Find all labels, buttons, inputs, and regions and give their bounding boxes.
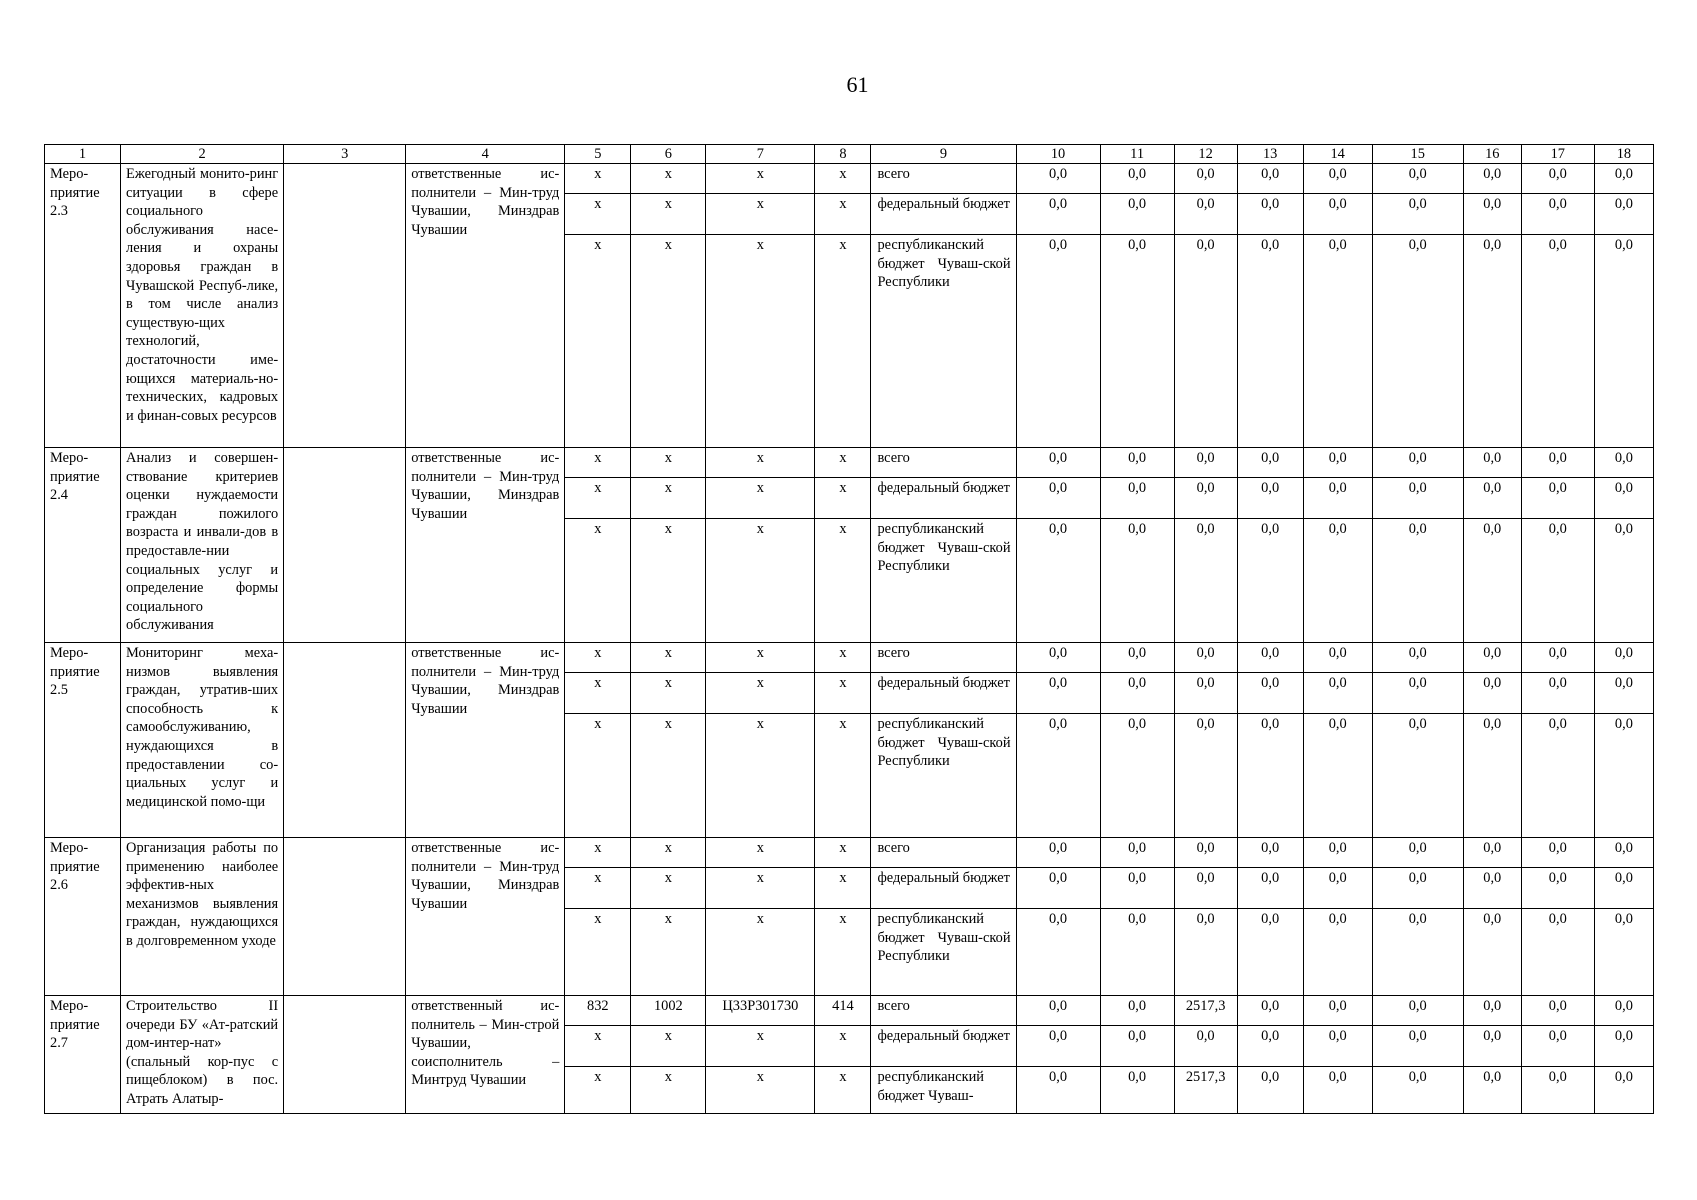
funding-value-13: 0,0 [1237, 1067, 1303, 1114]
table-row [45, 164, 1654, 194]
table-row [45, 996, 1654, 1026]
funding-value-11: 0,0 [1100, 909, 1174, 996]
budget-code-expense-type: x [815, 1026, 871, 1067]
funding-value-16: 0,0 [1463, 448, 1521, 478]
column-number: 10 [1016, 145, 1100, 164]
funding-value-16: 0,0 [1463, 1026, 1521, 1067]
funding-value-14: 0,0 [1303, 1026, 1372, 1067]
activity-name: Ежегодный монито-ринг ситуации в сфере социального обслуживания насе-ления и охраны здоровья граждан в Чувашской Респуб-лике, в том числе анализ существую-щих технологий, достаточности име-ющихся материаль-но-технических, кадровых и финан-совых ресурсов [121, 164, 284, 448]
funding-value-17: 0,0 [1521, 996, 1594, 1026]
funding-value-12: 0,0 [1174, 519, 1237, 643]
funding-value-11: 0,0 [1100, 235, 1174, 448]
funding-value-10: 0,0 [1016, 996, 1100, 1026]
funding-value-18: 0,0 [1594, 519, 1653, 643]
funding-value-16: 0,0 [1463, 909, 1521, 996]
funding-value-13: 0,0 [1237, 194, 1303, 235]
funding-value-15: 0,0 [1372, 478, 1463, 519]
funding-value-14: 0,0 [1303, 673, 1372, 714]
funding-value-12: 0,0 [1174, 448, 1237, 478]
funding-value-18: 0,0 [1594, 909, 1653, 996]
column-number: 9 [871, 145, 1016, 164]
table-row [45, 643, 1654, 673]
funding-value-10: 0,0 [1016, 868, 1100, 909]
funding-source: федеральный бюджет [871, 1026, 1016, 1067]
funding-value-14: 0,0 [1303, 194, 1372, 235]
funding-value-17: 0,0 [1521, 235, 1594, 448]
funding-value-14: 0,0 [1303, 714, 1372, 838]
budget-code-grbs: x [565, 1026, 631, 1067]
budget-code-target: x [706, 448, 815, 478]
funding-value-15: 0,0 [1372, 519, 1463, 643]
page-number: 61 [846, 72, 869, 97]
budget-code-target: x [706, 519, 815, 643]
responsible-executors: ответственные ис-полнители – Мин-труд Чувашии, Минздрав Чувашии [406, 838, 565, 996]
funding-value-16: 0,0 [1463, 478, 1521, 519]
column-number: 7 [706, 145, 815, 164]
funding-value-18: 0,0 [1594, 673, 1653, 714]
funding-value-16: 0,0 [1463, 643, 1521, 673]
funding-value-15: 0,0 [1372, 194, 1463, 235]
budget-code-grbs: x [565, 1067, 631, 1114]
budget-code-section: x [631, 714, 706, 838]
funding-value-13: 0,0 [1237, 996, 1303, 1026]
budget-code-grbs: x [565, 478, 631, 519]
column-number: 18 [1594, 145, 1653, 164]
budget-code-section: x [631, 194, 706, 235]
budget-code-section: x [631, 868, 706, 909]
budget-code-expense-type: x [815, 714, 871, 838]
funding-value-12: 0,0 [1174, 235, 1237, 448]
funding-value-12: 0,0 [1174, 164, 1237, 194]
column-number: 3 [284, 145, 406, 164]
budget-code-expense-type: x [815, 673, 871, 714]
funding-value-10: 0,0 [1016, 1067, 1100, 1114]
funding-value-15: 0,0 [1372, 1026, 1463, 1067]
funding-value-16: 0,0 [1463, 673, 1521, 714]
budget-code-target: x [706, 714, 815, 838]
budget-code-grbs: x [565, 194, 631, 235]
funding-value-17: 0,0 [1521, 194, 1594, 235]
budget-code-expense-type: x [815, 235, 871, 448]
funding-value-14: 0,0 [1303, 519, 1372, 643]
budget-code-target: Ц33Р301730 [706, 996, 815, 1026]
funding-value-15: 0,0 [1372, 996, 1463, 1026]
column-number: 17 [1521, 145, 1594, 164]
funding-value-12: 0,0 [1174, 673, 1237, 714]
column-number: 6 [631, 145, 706, 164]
funding-value-16: 0,0 [1463, 1067, 1521, 1114]
funding-value-14: 0,0 [1303, 164, 1372, 194]
funding-value-11: 0,0 [1100, 519, 1174, 643]
funding-value-11: 0,0 [1100, 194, 1174, 235]
funding-value-18: 0,0 [1594, 838, 1653, 868]
funding-source: республиканский бюджет Чуваш-ской Республики [871, 235, 1016, 448]
funding-value-10: 0,0 [1016, 194, 1100, 235]
funding-value-16: 0,0 [1463, 235, 1521, 448]
budget-code-expense-type: x [815, 478, 871, 519]
funding-source: республиканский бюджет Чуваш-ской Республики [871, 909, 1016, 996]
funding-value-15: 0,0 [1372, 643, 1463, 673]
responsible-executors: ответственные ис-полнители – Мин-труд Чувашии, Минздрав Чувашии [406, 164, 565, 448]
funding-value-10: 0,0 [1016, 235, 1100, 448]
funding-value-12: 0,0 [1174, 194, 1237, 235]
table-row [45, 448, 1654, 478]
funding-value-16: 0,0 [1463, 519, 1521, 643]
activity-number: Меро-приятие 2.4 [45, 448, 121, 643]
table-body [45, 164, 1654, 1114]
funding-value-15: 0,0 [1372, 673, 1463, 714]
funding-value-12: 0,0 [1174, 1026, 1237, 1067]
funding-value-17: 0,0 [1521, 714, 1594, 838]
column-number: 15 [1372, 145, 1463, 164]
budget-code-section: x [631, 235, 706, 448]
funding-value-11: 0,0 [1100, 868, 1174, 909]
budget-code-expense-type: 414 [815, 996, 871, 1026]
column-number: 12 [1174, 145, 1237, 164]
funding-source: республиканский бюджет Чуваш-ской Республики [871, 519, 1016, 643]
funding-value-12: 0,0 [1174, 868, 1237, 909]
budget-code-target: x [706, 194, 815, 235]
budget-code-section: 1002 [631, 996, 706, 1026]
responsible-executors: ответственный ис-полнитель – Мин-строй Чувашии, соисполнитель – Минтруд Чувашии [406, 996, 565, 1114]
funding-value-13: 0,0 [1237, 909, 1303, 996]
funding-value-10: 0,0 [1016, 643, 1100, 673]
budget-code-expense-type: x [815, 448, 871, 478]
budget-code-grbs: x [565, 235, 631, 448]
budget-code-grbs: x [565, 673, 631, 714]
funding-value-11: 0,0 [1100, 643, 1174, 673]
budget-code-section: x [631, 1067, 706, 1114]
table-row [45, 838, 1654, 868]
activity-column-3 [284, 996, 406, 1114]
budget-code-section: x [631, 909, 706, 996]
funding-value-18: 0,0 [1594, 1026, 1653, 1067]
funding-value-13: 0,0 [1237, 478, 1303, 519]
activity-number: Меро-приятие 2.6 [45, 838, 121, 996]
funding-value-16: 0,0 [1463, 714, 1521, 838]
budget-code-grbs: x [565, 643, 631, 673]
funding-source: всего [871, 164, 1016, 194]
budget-code-target: x [706, 1026, 815, 1067]
funding-value-17: 0,0 [1521, 643, 1594, 673]
funding-value-12: 0,0 [1174, 643, 1237, 673]
funding-value-10: 0,0 [1016, 519, 1100, 643]
budget-code-section: x [631, 519, 706, 643]
funding-value-17: 0,0 [1521, 868, 1594, 909]
budget-code-grbs: x [565, 164, 631, 194]
funding-value-13: 0,0 [1237, 643, 1303, 673]
funding-source: всего [871, 838, 1016, 868]
column-number: 4 [406, 145, 565, 164]
budget-code-target: x [706, 838, 815, 868]
budget-code-grbs: x [565, 714, 631, 838]
funding-value-15: 0,0 [1372, 838, 1463, 868]
funding-value-10: 0,0 [1016, 164, 1100, 194]
funding-value-14: 0,0 [1303, 643, 1372, 673]
funding-value-11: 0,0 [1100, 1026, 1174, 1067]
activity-name: Анализ и совершен-ствование критериев оценки нуждаемости граждан пожилого возраста и инвали-дов в предоставле-нии социальных услуг и определение формы социального обслуживания [121, 448, 284, 643]
funding-value-17: 0,0 [1521, 519, 1594, 643]
budget-code-section: x [631, 478, 706, 519]
activity-name: Строительство II очереди БУ «Ат-ратский дом-интер-нат» (спальный кор-пус с пищеблоком) в пос. Атрать Алатыр- [121, 996, 284, 1114]
funding-value-13: 0,0 [1237, 519, 1303, 643]
funding-value-17: 0,0 [1521, 448, 1594, 478]
funding-value-18: 0,0 [1594, 235, 1653, 448]
responsible-executors: ответственные ис-полнители – Мин-труд Чувашии, Минздрав Чувашии [406, 448, 565, 643]
funding-value-17: 0,0 [1521, 1067, 1594, 1114]
program-table [44, 144, 1654, 1114]
budget-code-expense-type: x [815, 838, 871, 868]
funding-value-10: 0,0 [1016, 478, 1100, 519]
funding-value-10: 0,0 [1016, 838, 1100, 868]
funding-value-16: 0,0 [1463, 164, 1521, 194]
funding-value-13: 0,0 [1237, 838, 1303, 868]
activity-column-3 [284, 164, 406, 448]
funding-value-14: 0,0 [1303, 1067, 1372, 1114]
funding-value-15: 0,0 [1372, 1067, 1463, 1114]
funding-source: федеральный бюджет [871, 194, 1016, 235]
column-number: 14 [1303, 145, 1372, 164]
budget-code-grbs: x [565, 838, 631, 868]
budget-code-section: x [631, 643, 706, 673]
funding-value-15: 0,0 [1372, 714, 1463, 838]
budget-code-target: x [706, 478, 815, 519]
funding-value-14: 0,0 [1303, 235, 1372, 448]
funding-value-11: 0,0 [1100, 164, 1174, 194]
budget-code-target: x [706, 164, 815, 194]
budget-code-expense-type: x [815, 643, 871, 673]
budget-code-grbs: x [565, 519, 631, 643]
funding-value-18: 0,0 [1594, 194, 1653, 235]
funding-value-14: 0,0 [1303, 909, 1372, 996]
budget-code-target: x [706, 1067, 815, 1114]
funding-value-12: 2517,3 [1174, 996, 1237, 1026]
funding-value-11: 0,0 [1100, 478, 1174, 519]
budget-code-section: x [631, 673, 706, 714]
column-number: 11 [1100, 145, 1174, 164]
budget-code-expense-type: x [815, 868, 871, 909]
funding-value-18: 0,0 [1594, 448, 1653, 478]
column-number: 1 [45, 145, 121, 164]
funding-value-17: 0,0 [1521, 909, 1594, 996]
funding-value-17: 0,0 [1521, 1026, 1594, 1067]
funding-value-18: 0,0 [1594, 164, 1653, 194]
funding-value-10: 0,0 [1016, 909, 1100, 996]
funding-source: всего [871, 996, 1016, 1026]
funding-value-18: 0,0 [1594, 996, 1653, 1026]
funding-value-14: 0,0 [1303, 478, 1372, 519]
funding-value-15: 0,0 [1372, 909, 1463, 996]
funding-value-16: 0,0 [1463, 194, 1521, 235]
activity-number: Меро-приятие 2.5 [45, 643, 121, 838]
funding-value-18: 0,0 [1594, 1067, 1653, 1114]
funding-value-11: 0,0 [1100, 838, 1174, 868]
funding-source: федеральный бюджет [871, 673, 1016, 714]
funding-value-14: 0,0 [1303, 996, 1372, 1026]
funding-value-12: 2517,3 [1174, 1067, 1237, 1114]
column-number: 13 [1237, 145, 1303, 164]
funding-value-13: 0,0 [1237, 448, 1303, 478]
budget-code-section: x [631, 448, 706, 478]
budget-code-expense-type: x [815, 519, 871, 643]
funding-value-10: 0,0 [1016, 673, 1100, 714]
funding-value-11: 0,0 [1100, 1067, 1174, 1114]
funding-value-10: 0,0 [1016, 1026, 1100, 1067]
column-number: 8 [815, 145, 871, 164]
funding-value-14: 0,0 [1303, 838, 1372, 868]
funding-value-10: 0,0 [1016, 448, 1100, 478]
funding-value-12: 0,0 [1174, 909, 1237, 996]
activity-column-3 [284, 838, 406, 996]
funding-value-10: 0,0 [1016, 714, 1100, 838]
budget-code-target: x [706, 673, 815, 714]
funding-source: федеральный бюджет [871, 868, 1016, 909]
budget-code-target: x [706, 235, 815, 448]
activity-column-3 [284, 448, 406, 643]
funding-value-15: 0,0 [1372, 164, 1463, 194]
funding-value-12: 0,0 [1174, 838, 1237, 868]
activity-column-3 [284, 643, 406, 838]
budget-code-grbs: x [565, 909, 631, 996]
funding-value-15: 0,0 [1372, 235, 1463, 448]
funding-value-14: 0,0 [1303, 448, 1372, 478]
budget-code-section: x [631, 164, 706, 194]
budget-code-section: x [631, 838, 706, 868]
budget-code-target: x [706, 868, 815, 909]
funding-value-13: 0,0 [1237, 868, 1303, 909]
funding-value-18: 0,0 [1594, 478, 1653, 519]
budget-code-expense-type: x [815, 1067, 871, 1114]
funding-value-12: 0,0 [1174, 478, 1237, 519]
funding-source: республиканский бюджет Чуваш-ской Республики [871, 714, 1016, 838]
funding-value-13: 0,0 [1237, 235, 1303, 448]
activity-name: Организация работы по применению наиболее эффектив-ных механизмов выявления граждан, нуждающихся в долговременном уходе [121, 838, 284, 996]
funding-value-17: 0,0 [1521, 478, 1594, 519]
column-number-row [45, 145, 1654, 164]
budget-code-section: x [631, 1026, 706, 1067]
activity-number: Меро-приятие 2.3 [45, 164, 121, 448]
budget-code-grbs: x [565, 868, 631, 909]
funding-value-13: 0,0 [1237, 1026, 1303, 1067]
activity-number: Меро-приятие 2.7 [45, 996, 121, 1114]
budget-code-grbs: 832 [565, 996, 631, 1026]
funding-value-17: 0,0 [1521, 164, 1594, 194]
funding-value-11: 0,0 [1100, 714, 1174, 838]
funding-value-16: 0,0 [1463, 868, 1521, 909]
budget-code-target: x [706, 643, 815, 673]
budget-code-expense-type: x [815, 909, 871, 996]
funding-source: республиканский бюджет Чуваш- [871, 1067, 1016, 1114]
funding-value-17: 0,0 [1521, 838, 1594, 868]
funding-value-12: 0,0 [1174, 714, 1237, 838]
funding-value-18: 0,0 [1594, 643, 1653, 673]
funding-value-16: 0,0 [1463, 838, 1521, 868]
budget-code-expense-type: x [815, 164, 871, 194]
budget-code-expense-type: x [815, 194, 871, 235]
funding-value-15: 0,0 [1372, 868, 1463, 909]
responsible-executors: ответственные ис-полнители – Мин-труд Чувашии, Минздрав Чувашии [406, 643, 565, 838]
column-number: 5 [565, 145, 631, 164]
budget-code-target: x [706, 909, 815, 996]
funding-value-15: 0,0 [1372, 448, 1463, 478]
funding-value-17: 0,0 [1521, 673, 1594, 714]
funding-source: всего [871, 643, 1016, 673]
column-number: 16 [1463, 145, 1521, 164]
funding-value-11: 0,0 [1100, 996, 1174, 1026]
column-number: 2 [121, 145, 284, 164]
budget-code-grbs: x [565, 448, 631, 478]
funding-value-11: 0,0 [1100, 673, 1174, 714]
funding-value-16: 0,0 [1463, 996, 1521, 1026]
funding-value-14: 0,0 [1303, 868, 1372, 909]
funding-value-13: 0,0 [1237, 164, 1303, 194]
funding-source: федеральный бюджет [871, 478, 1016, 519]
activity-name: Мониторинг меха-низмов выявления граждан, утратив-ших способность к самообслуживанию, нуждающихся в предоставлении со-циальных услуг и медицинской помо-щи [121, 643, 284, 838]
funding-value-18: 0,0 [1594, 714, 1653, 838]
funding-value-18: 0,0 [1594, 868, 1653, 909]
funding-value-13: 0,0 [1237, 714, 1303, 838]
funding-value-13: 0,0 [1237, 673, 1303, 714]
funding-source: всего [871, 448, 1016, 478]
funding-value-11: 0,0 [1100, 448, 1174, 478]
